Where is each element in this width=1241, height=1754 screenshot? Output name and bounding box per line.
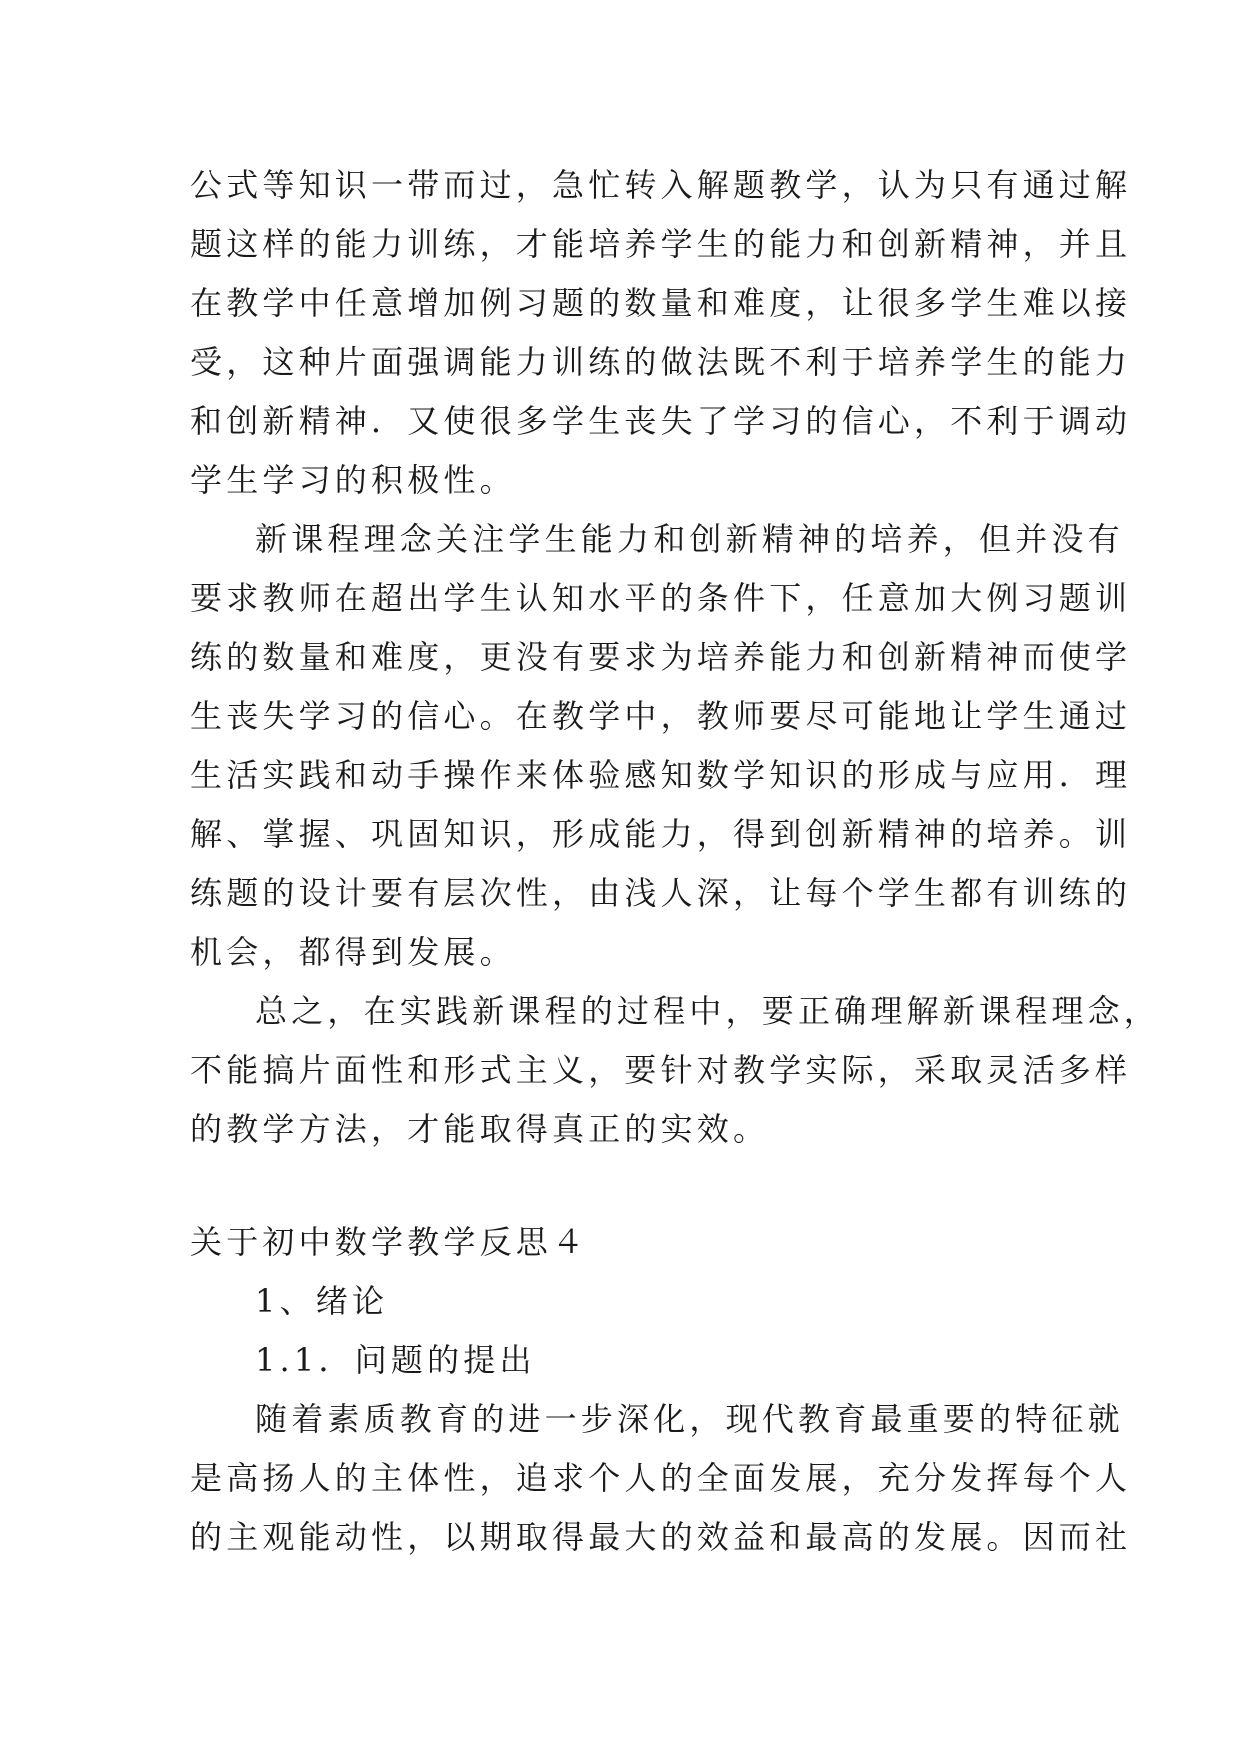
paragraph-line: 机会，都得到发展。 — [190, 933, 516, 971]
paragraph-line: 是高扬人的主体性，追求个人的全面发展，充分发挥每个人 — [190, 1459, 1132, 1497]
paragraph-line: 新课程理念关注学生能力和创新精神的培养，但并没有 — [255, 520, 1124, 558]
section-title: 关于初中数学教学反思４ — [190, 1223, 589, 1261]
paragraph-line: 和创新精神．又使很多学生丧失了学习的信心，不利于调动 — [190, 402, 1132, 440]
paragraph-line: 公式等知识一带而过，急忙转入解题教学，认为只有通过解 — [190, 166, 1132, 204]
paragraph-line: 在教学中任意增加例习题的数量和难度，让很多学生难以接 — [190, 284, 1132, 322]
paragraph-line: 学生学习的积极性。 — [190, 461, 516, 499]
heading-level-1: 1、绪论 — [255, 1282, 389, 1320]
heading-level-2: 1.1．问题的提出 — [255, 1341, 536, 1379]
paragraph-line: 练题的设计要有层次性，由浅人深，让每个学生都有训练的 — [190, 874, 1132, 912]
paragraph-line: 不能搞片面性和形式主义，要针对教学实际，采取灵活多样 — [190, 1051, 1132, 1089]
paragraph-line: 练的数量和难度，更没有要求为培养能力和创新精神而使学 — [190, 638, 1132, 676]
paragraph-line: 随着素质教育的进一步深化，现代教育最重要的特征就 — [255, 1400, 1124, 1438]
paragraph-line: 生丧失学习的信心。在教学中，教师要尽可能地让学生通过 — [190, 697, 1132, 735]
paragraph-line: 解、掌握、巩固知识，形成能力，得到创新精神的培养。训 — [190, 815, 1132, 853]
paragraph-line: 的教学方法，才能取得真正的实效。 — [190, 1110, 770, 1148]
paragraph-line: 题这样的能力训练，才能培养学生的能力和创新精神，并且 — [190, 225, 1132, 263]
paragraph-line: 总之，在实践新课程的过程中，要正确理解新课程理念， — [255, 992, 1161, 1030]
paragraph-line: 生活实践和动手操作来体验感知数学知识的形成与应用．理 — [190, 756, 1132, 794]
paragraph-line: 受，这种片面强调能力训练的做法既不利于培养学生的能力 — [190, 343, 1132, 381]
paragraph-line: 的主观能动性，以期取得最大的效益和最高的发展。因而社 — [190, 1518, 1132, 1556]
paragraph-line: 要求教师在超出学生认知水平的条件下，任意加大例习题训 — [190, 579, 1132, 617]
